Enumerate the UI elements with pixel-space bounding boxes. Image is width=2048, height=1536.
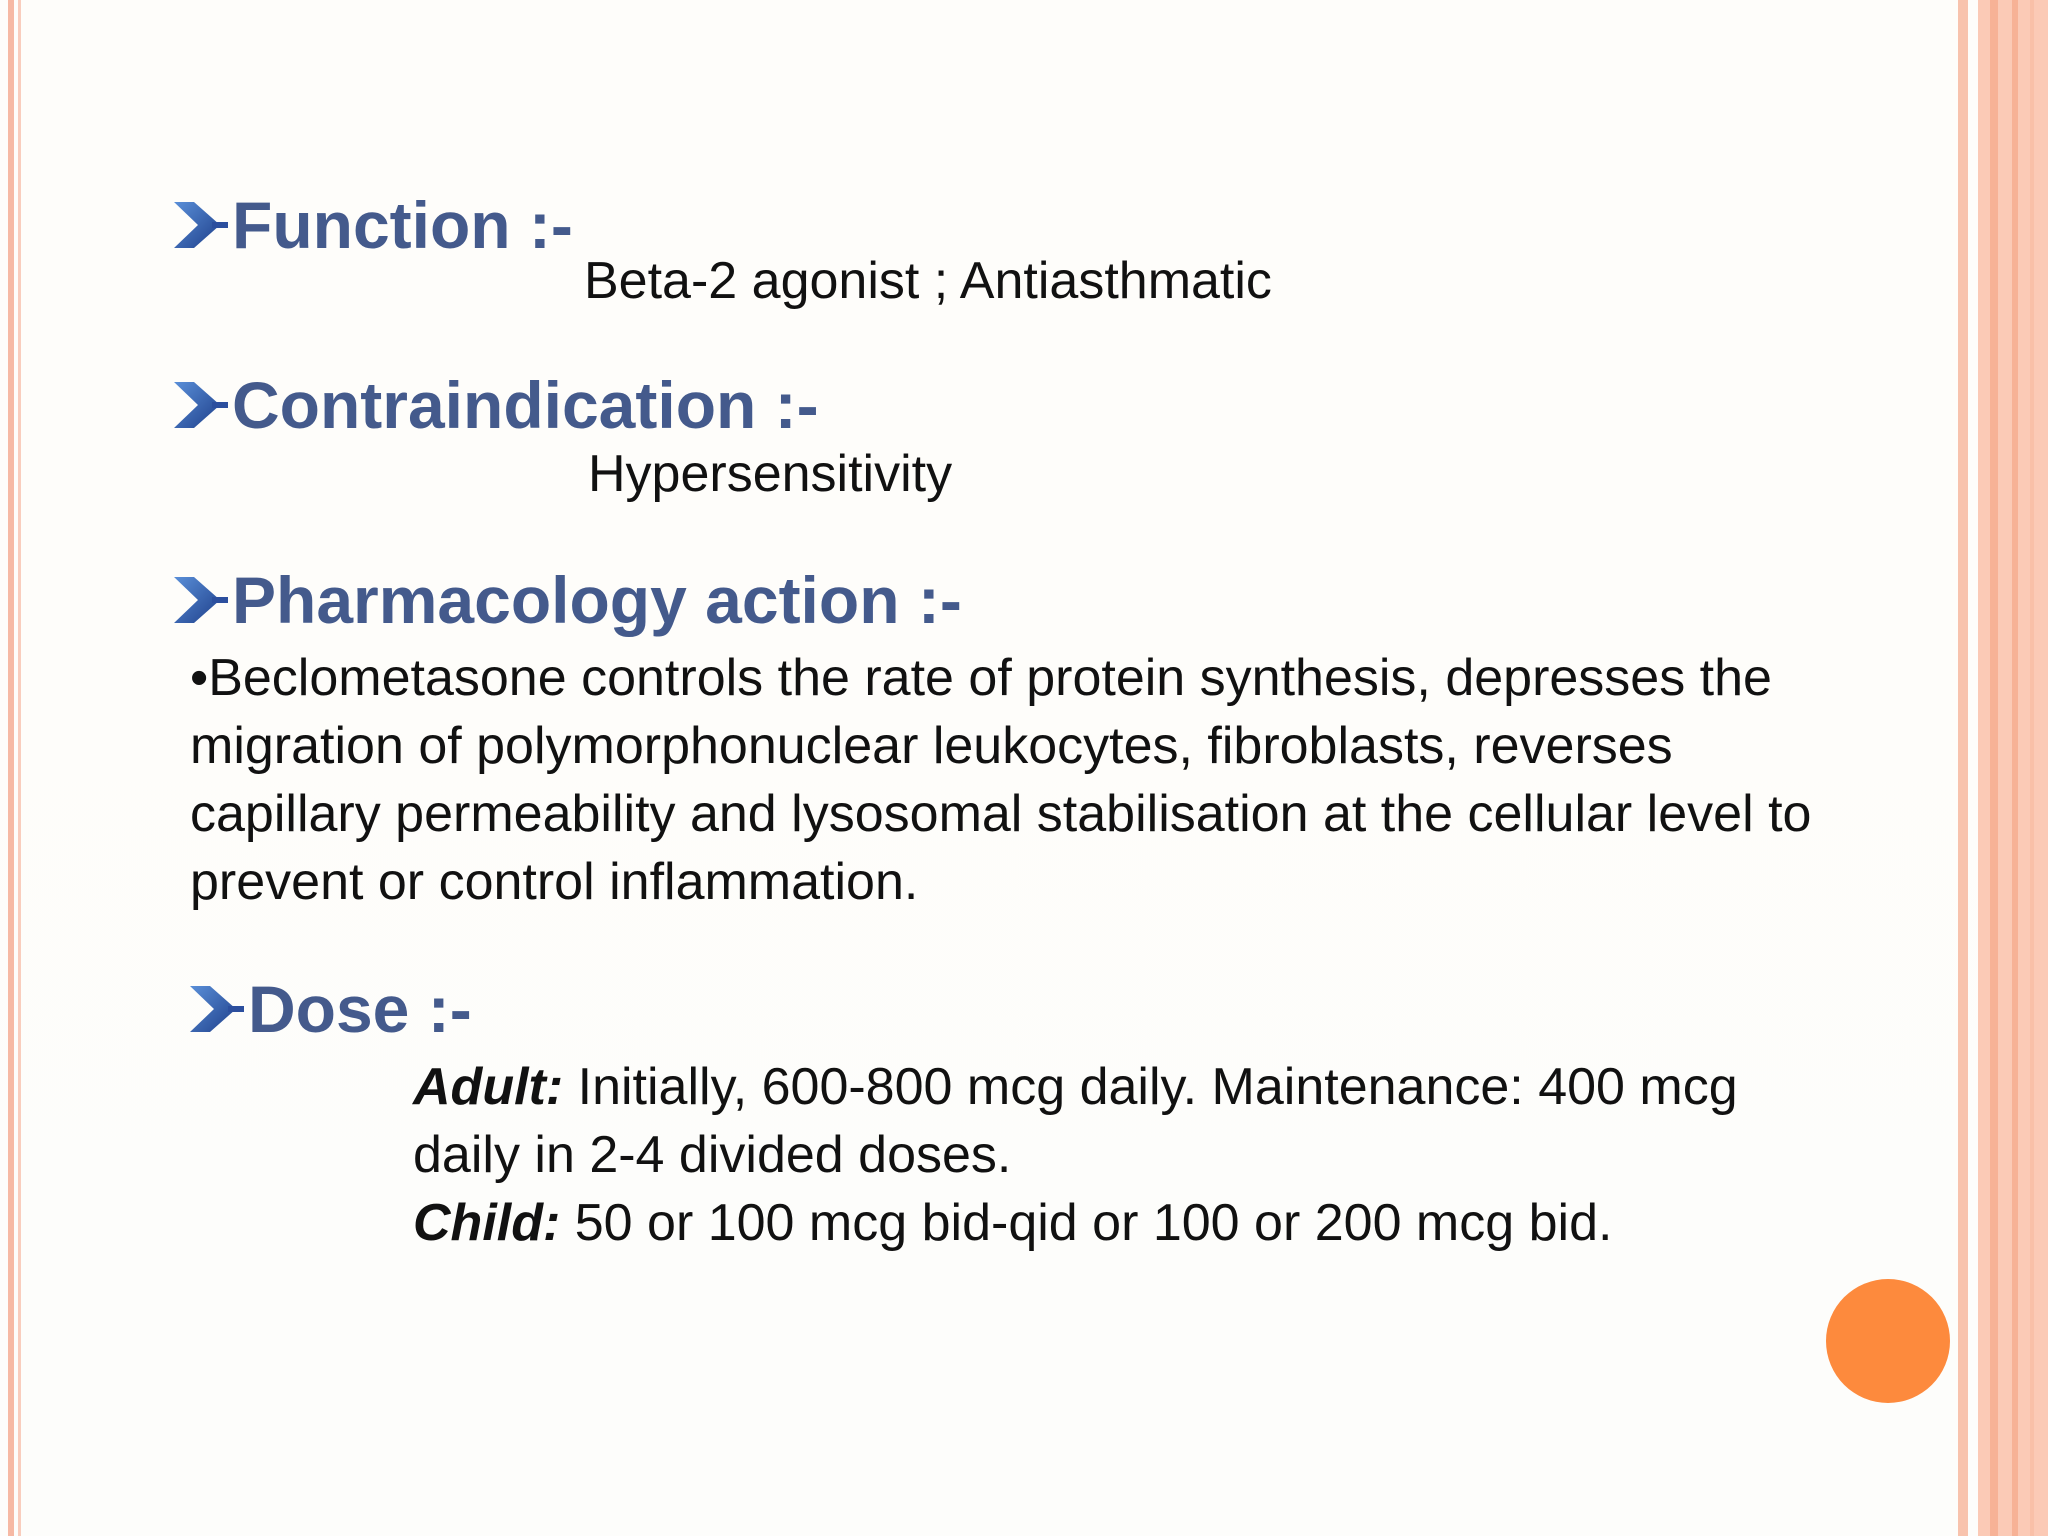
pharmacology-heading-text: Pharmacology action :-	[232, 563, 962, 637]
orange-circle	[1826, 1279, 1950, 1403]
left-border-inner	[18, 0, 21, 1536]
arrow-bullet-icon	[172, 378, 230, 432]
dose-heading	[188, 972, 472, 1046]
dose-heading-text: Dose :-	[248, 972, 472, 1046]
contraindication-heading-text: Contraindication :-	[232, 368, 819, 442]
dose-child-line	[413, 1189, 1953, 1257]
pharmacology-line: prevent or control inflammation.	[190, 853, 919, 911]
contraindication-heading	[172, 368, 819, 442]
adult-text: Initially, 600-800 mcg daily. Maintenance: 400 mcg	[563, 1058, 1738, 1116]
pharmacology-line: •Beclometasone controls the rate of protein synthesis, depresses the	[190, 649, 1772, 707]
right-stripe	[1990, 0, 1998, 1536]
arrow-bullet-icon	[172, 573, 230, 627]
contraindication-text: Hypersensitivity	[588, 445, 953, 503]
arrow-bullet-icon	[188, 982, 246, 1036]
dose-adult-line	[413, 1053, 1953, 1121]
right-stripe	[2012, 0, 2018, 1536]
right-stripe	[2030, 0, 2034, 1536]
left-border	[8, 0, 14, 1536]
function-heading	[172, 188, 573, 262]
pharmacology-heading	[172, 563, 962, 637]
dose-paragraph	[413, 1053, 1953, 1257]
function-text: Beta-2 agonist ; Antiasthmatic	[584, 252, 1272, 310]
pharmacology-paragraph	[190, 644, 1960, 916]
adult-label: Adult:	[413, 1058, 564, 1116]
child-label: Child:	[413, 1194, 561, 1252]
arrow-bullet-icon	[172, 198, 230, 252]
dose-adult-line-2: daily in 2-4 divided doses.	[413, 1126, 1012, 1184]
function-heading-text: Function :-	[232, 188, 573, 262]
pharmacology-line: capillary permeability and lysosomal stabilisation at the cellular level to	[190, 785, 1812, 843]
child-text: 50 or 100 mcg bid-qid or 100 or 200 mcg bid.	[560, 1194, 1613, 1252]
pharmacology-line: migration of polymorphonuclear leukocytes, fibroblasts, reverses	[190, 717, 1673, 775]
